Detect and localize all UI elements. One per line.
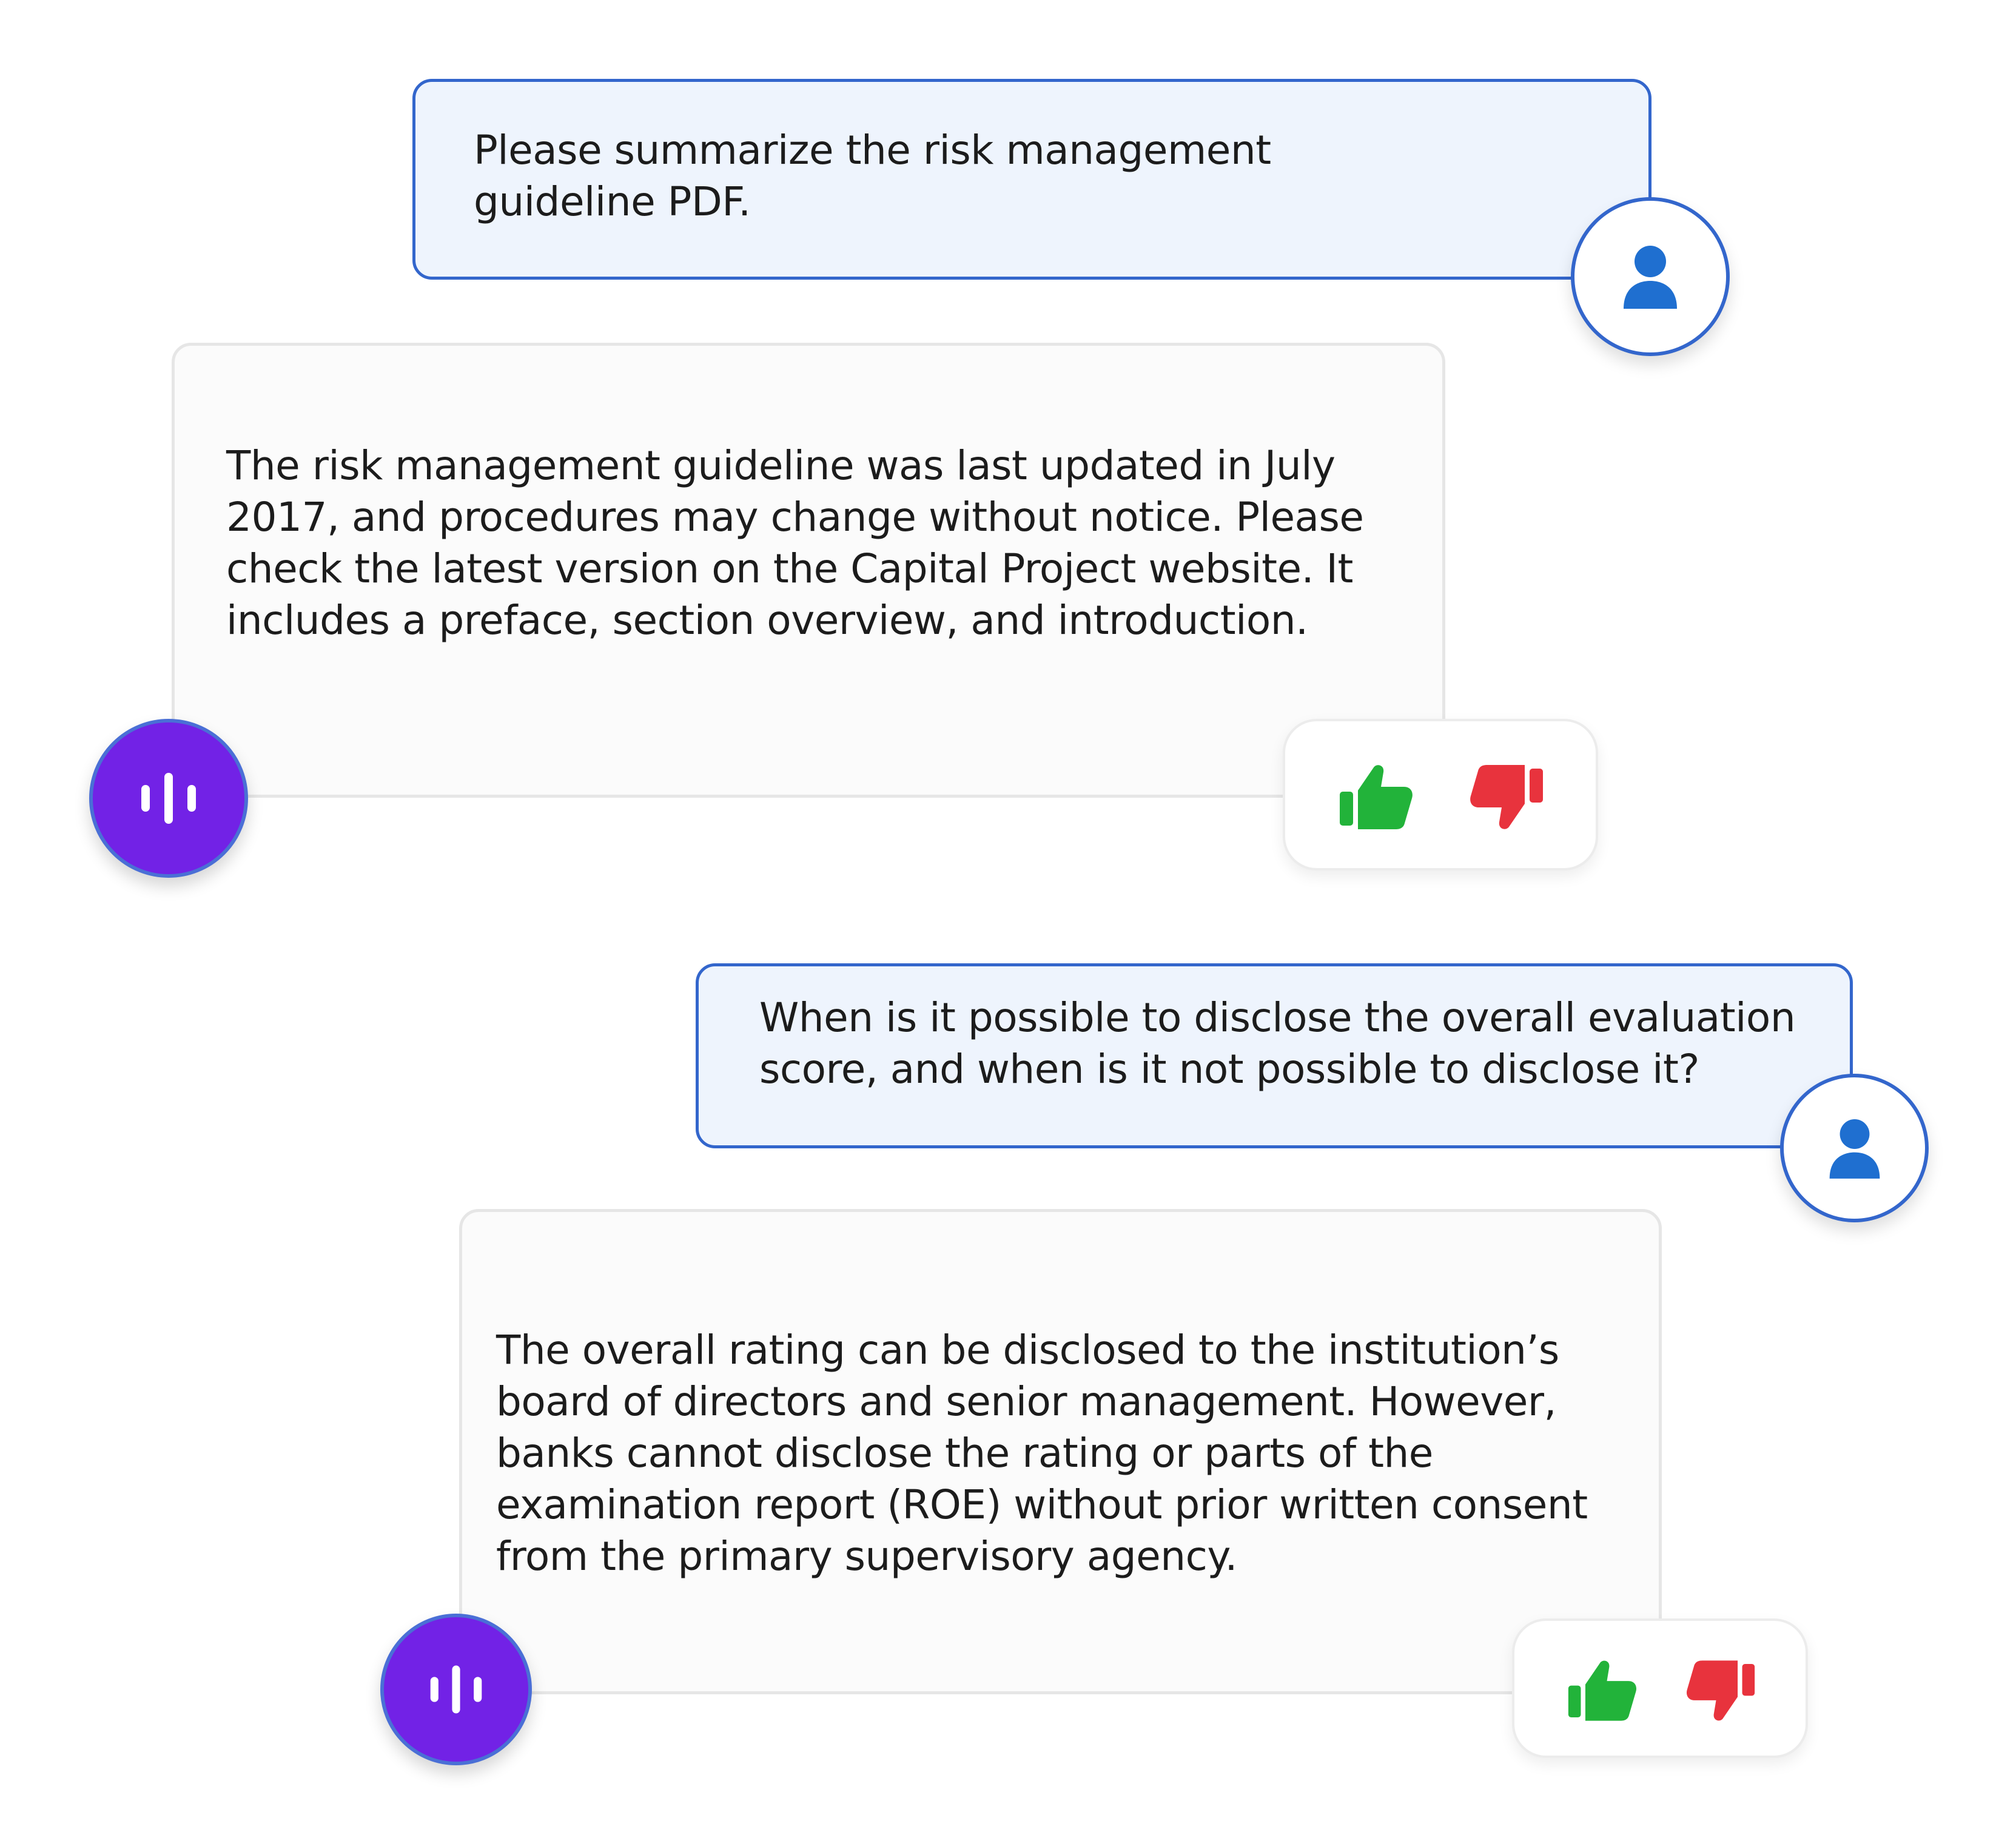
- dislike-button[interactable]: [1467, 758, 1546, 837]
- user-avatar: [1780, 1074, 1929, 1222]
- feedback-bar: [1512, 1618, 1808, 1758]
- thumbs-up-icon: [1567, 1659, 1638, 1722]
- voice-wave-icon: [135, 768, 202, 829]
- user-message-bubble: [412, 79, 1651, 280]
- voice-wave-icon: [425, 1661, 488, 1718]
- user-message-bubble: [696, 963, 1853, 1148]
- dislike-button[interactable]: [1681, 1651, 1760, 1730]
- assistant-avatar: [89, 719, 248, 878]
- user-avatar: [1571, 197, 1730, 356]
- thumbs-down-icon: [1469, 764, 1544, 830]
- user-message-text: When is it possible to disclose the overall evaluation score, and when is it not possible to disclose it?: [759, 994, 1796, 1093]
- thumbs-up-icon: [1339, 764, 1414, 830]
- assistant-message-text: The overall rating can be disclosed to the institution’s board of directors and senior management. However, banks cannot disclose the rating or parts of the examination report (ROE) without prior written consent from the primary supervisory agency.: [496, 1327, 1588, 1580]
- feedback-bar: [1283, 719, 1598, 871]
- assistant-message-bubble: [459, 1209, 1662, 1694]
- thumbs-down-icon: [1685, 1659, 1756, 1722]
- assistant-avatar: [380, 1614, 532, 1765]
- user-message-text: Please summarize the risk management guideline PDF.: [474, 127, 1271, 225]
- like-button[interactable]: [1563, 1651, 1642, 1730]
- person-icon: [1826, 1117, 1883, 1180]
- assistant-message-text: The risk management guideline was last updated in July 2017, and procedures may change without notice. Please check the latest version on the Capital Project website. It includes a preface, section overview, and introduction.: [226, 442, 1364, 644]
- person-icon: [1620, 243, 1681, 310]
- assistant-message-bubble: [172, 343, 1445, 798]
- like-button[interactable]: [1337, 758, 1416, 837]
